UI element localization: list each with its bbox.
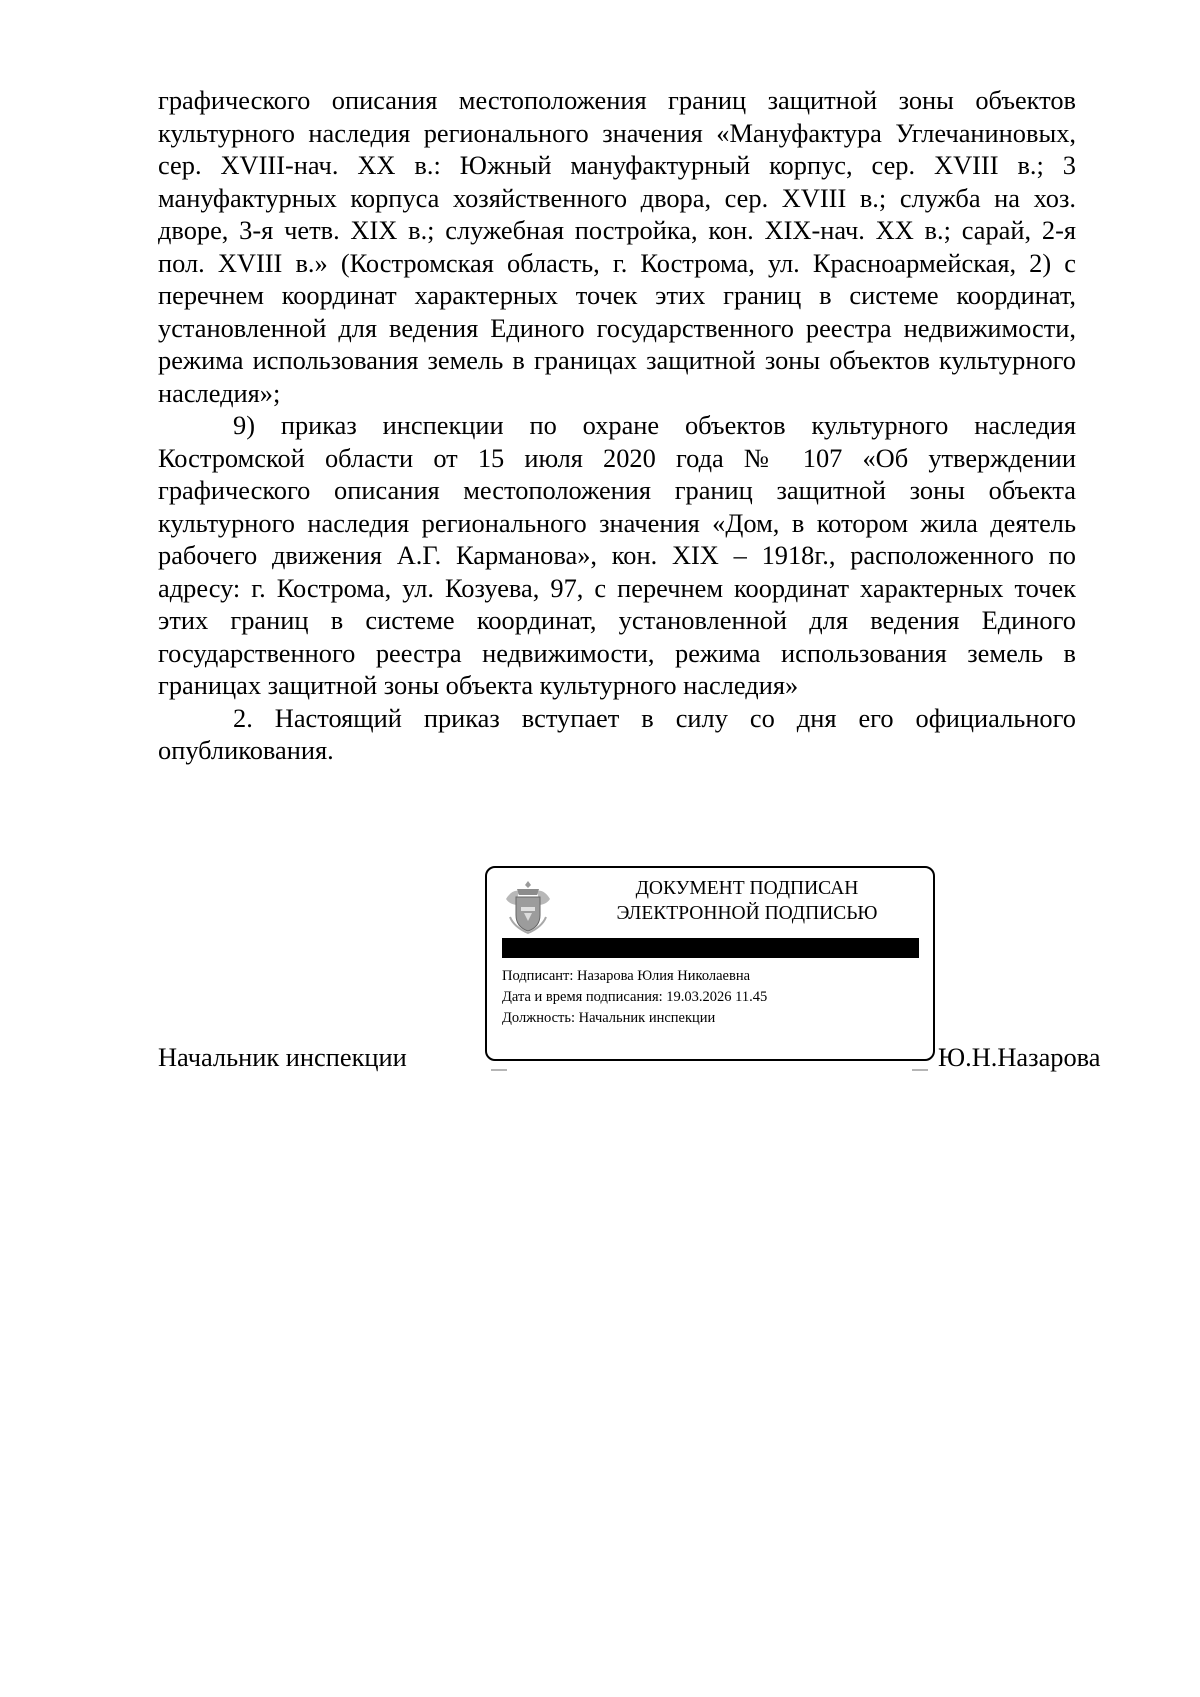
document-body <box>158 84 1076 767</box>
electronic-signature-stamp <box>485 866 935 1061</box>
body-paragraph-clause-2: 2. Настоящий приказ вступает в силу со дня его официального опубликования. <box>158 702 1076 765</box>
certificate-redaction-bar <box>502 938 919 958</box>
stamp-title <box>577 876 917 926</box>
stamp-corner-mark-left <box>491 1069 507 1071</box>
stamp-details <box>502 966 922 1029</box>
stamp-title-line-1: ДОКУМЕНТ ПОДПИСАН <box>635 878 859 899</box>
stamp-title-line-2: ЭЛЕКТРОННОЙ ПОДПИСЬЮ <box>616 903 878 924</box>
stamp-corner-mark-right <box>912 1069 928 1071</box>
body-paragraph-1: графического описания местоположения границ защитной зоны объектов культурного наследия регионального значения «Мануфактура Углечаниновых, сер. XVIII-нач. XX в.: Южный мануфактурный корпус, сер. XVIII в.; 3 мануфактурных корпуса хозяйственного двора, сер. XVIII в.; служба на хоз. дворе, 3-я четв. XIX в.; служебная постройка, кон. XIX-нач. XX в.; сарай, 2-я пол. XVIII в.» (Костромская область, г. Кострома, ул. Красноармейская, 2) с перечнем координат характерных точек этих границ в системе координат, установленной для ведения Единого государственного реестра недвижимости, режима использования земель в границах защитной зоны объектов культурного наследия»; <box>158 85 1076 408</box>
body-paragraph-item-9: 9) приказ инспекции по охране объектов культурного наследия Костромской области от 15 июля 2020 года № 107 «Об утверждении графического описания местоположения границ защитной зоны объекта культурного наследия регионального значения «Дом, в котором жила деятель рабочего движения А.Г. Карманова», кон. XIX – 1918г., расположенного по адресу: г. Кострома, ул. Козуева, 97, с перечнем координат характерных точек этих границ в системе координат, установленной для ведения Единого государственного реестра недвижимости, режима использования земель в границах защитной зоны объекта культурного наследия» <box>158 410 1076 700</box>
stamp-position: Должность: Начальник инспекции <box>502 1010 716 1026</box>
stamp-signed-at: Дата и время подписания: 19.03.2026 11.45 <box>502 989 768 1005</box>
signatory-name: Ю.Н.Назарова <box>938 1042 1101 1072</box>
coat-of-arms-icon <box>502 877 554 937</box>
stamp-signer: Подписант: Назарова Юлия Николаевна <box>502 968 751 984</box>
signatory-role: Начальник инспекции <box>158 1042 407 1072</box>
